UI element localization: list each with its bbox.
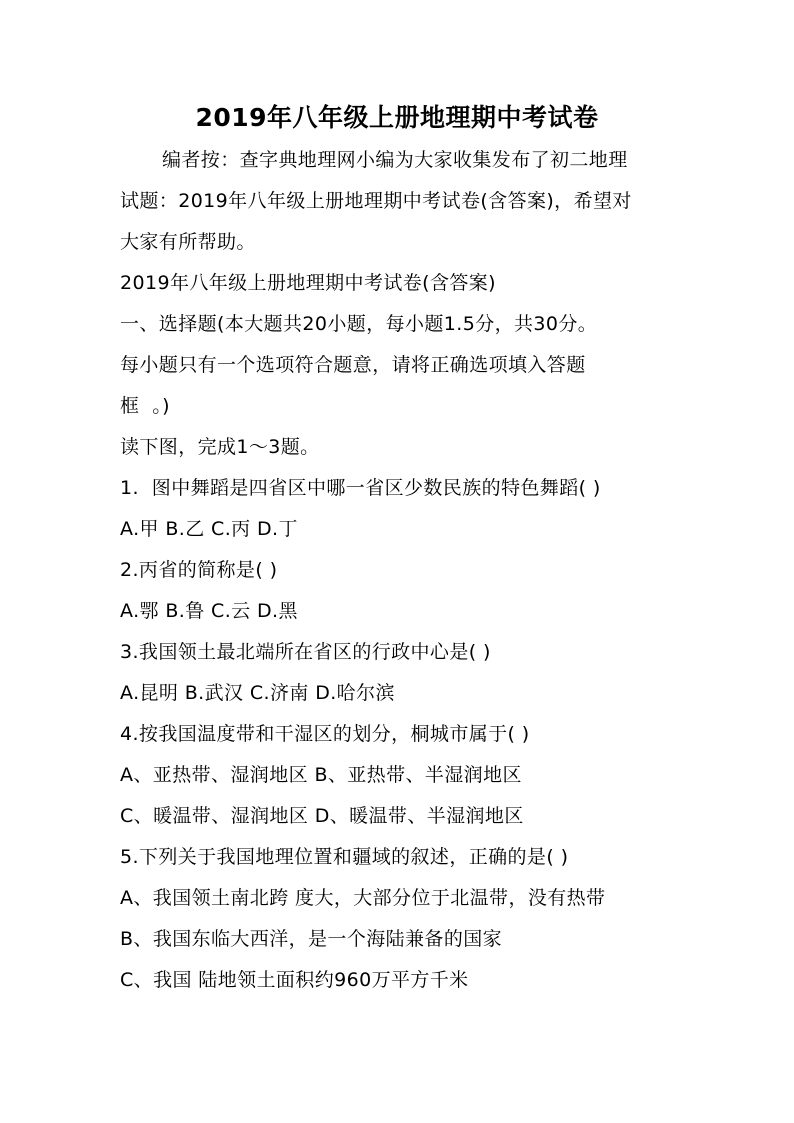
subtitle-line: 2019年八年级上册地理期中考试卷(含答案): [120, 272, 496, 294]
question-1: 1. 图中舞蹈是四省区中哪一省区少数民族的特色舞蹈( ): [120, 477, 601, 499]
question-1-options: A.甲 B.乙 C.丙 D.丁: [120, 518, 298, 540]
question-3: 3.我国领土最北端所在省区的行政中心是( ): [120, 641, 491, 663]
question-2-options: A.鄂 B.鲁 C.云 D.黑: [120, 600, 298, 622]
question-4: 4.按我国温度带和干湿区的划分，桐城市属于( ): [120, 723, 530, 745]
question-5-option-a: A、我国领土南北跨 度大，大部分位于北温带，没有热带: [120, 887, 606, 909]
section-heading-line-3: 框 。): [120, 395, 170, 417]
question-2: 2.丙省的简称是( ): [120, 559, 278, 581]
intro-line-3: 大家有所帮助。: [120, 231, 256, 253]
document-title: 2019年八年级上册地理期中考试卷: [195, 103, 599, 132]
question-5-option-c: C、我国 陆地领土面积约960万平方千米: [120, 969, 469, 991]
question-4-options-ab: A、亚热带、湿润地区 B、亚热带、半湿润地区: [120, 764, 522, 786]
question-3-options: A.昆明 B.武汉 C.济南 D.哈尔滨: [120, 682, 395, 704]
section-heading-line-2: 每小题只有一个选项符合题意，请将正确选项填入答题: [120, 354, 586, 376]
question-4-options-cd: C、暖温带、湿润地区 D、暖温带、半湿润地区: [120, 805, 524, 827]
section-heading-line-1: 一、选择题(本大题共20小题，每小题1.5分，共30分。: [120, 313, 598, 335]
reading-instruction: 读下图，完成1～3题。: [120, 436, 320, 458]
question-5-option-b: B、我国东临大西洋，是一个海陆兼备的国家: [120, 928, 503, 950]
intro-line-2: 试题：2019年八年级上册地理期中考试卷(含答案)，希望对: [120, 190, 632, 212]
intro-line-1: 编者按：查字典地理网小编为大家收集发布了初二地理: [162, 149, 628, 171]
question-5: 5.下列关于我国地理位置和疆域的叙述，正确的是( ): [120, 846, 569, 868]
